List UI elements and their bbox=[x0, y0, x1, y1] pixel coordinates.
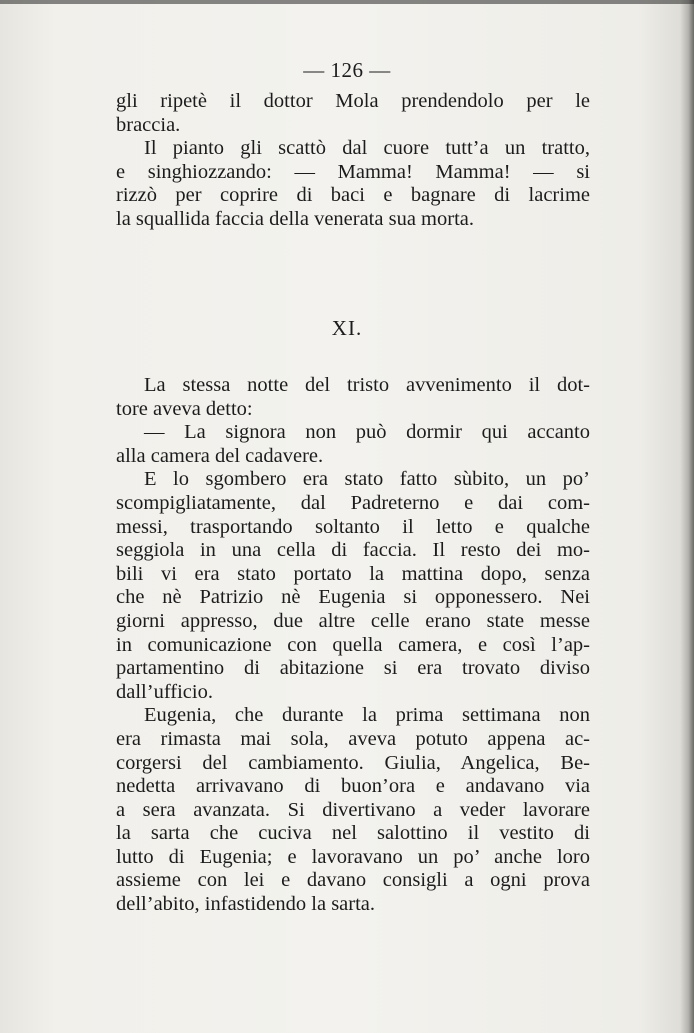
text-line: Eugenia, che durante la prima settimana non bbox=[144, 704, 590, 727]
text-line: corgersi del cambiamento. Giulia, Angelica, Be- bbox=[116, 751, 590, 774]
text-line: giorni appresso, due altre celle erano state messe bbox=[116, 609, 590, 632]
text-line: rizzò per coprire di baci e bagnare di lacrime bbox=[116, 184, 590, 207]
text-line: in comunicazione con quella camera, e così l’ap- bbox=[116, 633, 590, 656]
page-right-edge bbox=[680, 0, 694, 1033]
text-line: gli ripetè il dottor Mola prendendolo per le bbox=[116, 90, 590, 112]
text-line: tore aveva detto: bbox=[116, 397, 253, 420]
text-line: seggiola in una cella di faccia. Il resto dei mo- bbox=[116, 539, 590, 562]
text-line: E lo sgombero era stato fatto sùbito, un po’ bbox=[144, 468, 590, 491]
text-line: la squallida faccia della venerata sua morta. bbox=[116, 207, 474, 230]
page-number-header: — 126 — bbox=[303, 58, 391, 82]
text-line: assieme con lei e davano consigli a ogni prova bbox=[116, 869, 590, 892]
text-line: e singhiozzando: — Mamma! Mamma! — si bbox=[116, 160, 590, 183]
chapter-heading: XI. bbox=[331, 316, 363, 340]
text-line: la sarta che cuciva nel salottino il vestito di bbox=[116, 822, 590, 845]
text-line: braccia. bbox=[116, 113, 181, 136]
text-line: La stessa notte del tristo avvenimento il dot- bbox=[144, 374, 590, 396]
page-top-edge bbox=[0, 0, 694, 4]
text-line: lutto di Eugenia; e lavoravano un po’ anche loro bbox=[116, 845, 590, 868]
text-line: a sera avanzata. Si divertivano a veder lavorare bbox=[116, 798, 590, 821]
paragraph-block-top bbox=[116, 90, 590, 232]
text-line: Il pianto gli scattò dal cuore tutt’a un tratto, bbox=[144, 137, 590, 160]
text-line: dell’abito, infastidendo la sarta. bbox=[116, 893, 376, 916]
text-line: — La signora non può dormir qui accanto bbox=[144, 421, 590, 444]
text-line: messi, trasportando soltanto il letto e qualche bbox=[116, 515, 590, 538]
text-line: partamentino di abitazione si era trovato diviso bbox=[116, 657, 590, 680]
text-line: bili vi era stato portato la mattina dopo, senza bbox=[116, 562, 590, 585]
text-line: era rimasta mai sola, aveva potuto appena ac- bbox=[116, 727, 590, 750]
paragraph-block-main bbox=[116, 374, 590, 917]
text-line: dall’ufficio. bbox=[116, 680, 213, 703]
text-line: scompigliatamente, dal Padreterno e dai com- bbox=[116, 491, 590, 514]
text-line: che nè Patrizio nè Eugenia si opponessero. Nei bbox=[116, 586, 590, 609]
text-line: alla camera del cadavere. bbox=[116, 444, 324, 467]
text-line: nedetta arrivavano di buon’ora e andavano via bbox=[116, 775, 590, 798]
